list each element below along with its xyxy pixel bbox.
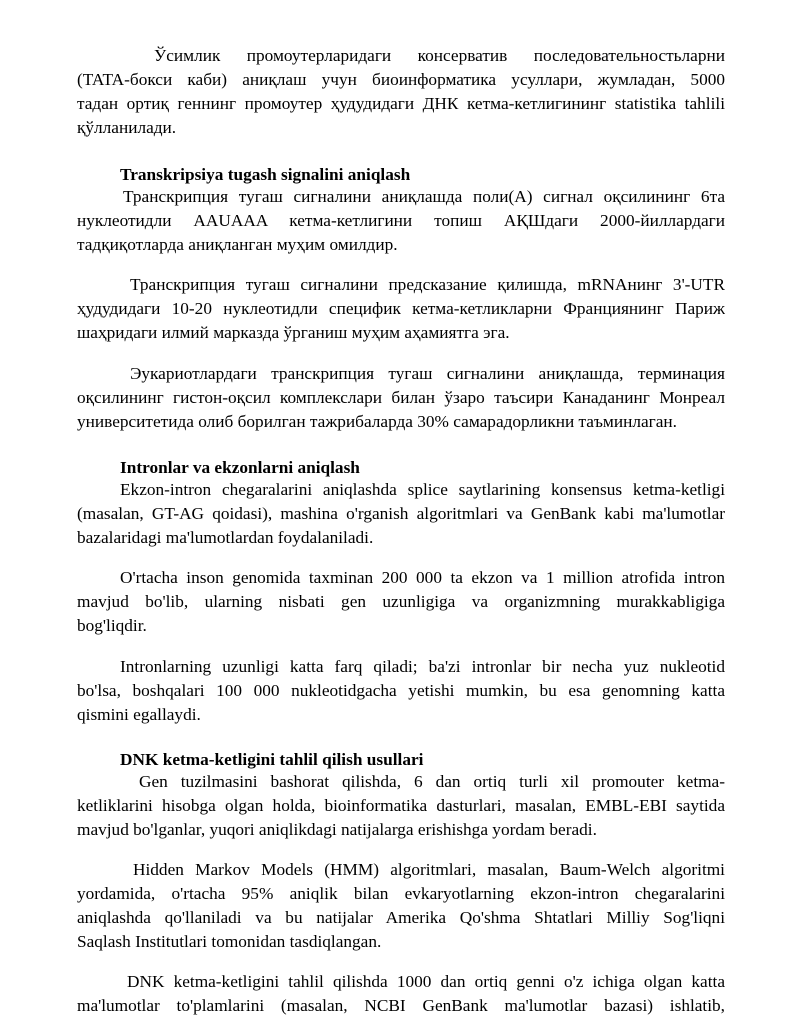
paragraph-line: тадқиқотларда аниқланган муҳим омилдир. [77, 235, 398, 254]
paragraph-line: bog'liqdir. [77, 616, 147, 635]
paragraph-line: оқсилининг гистон-оқсил комплекслари билан ўзаро таъсири Канаданинг Монреал [77, 388, 725, 407]
section-heading: Transkripsiya tugash signalini aniqlash [120, 165, 411, 184]
paragraph-line: Транскрипция тугаш сигналини аниқлашда поли(А) сигнал оқсилининг 6та [123, 187, 725, 206]
paragraph-line: qismini egallaydi. [77, 705, 201, 724]
paragraph-line: Gen tuzilmasini bashorat qilishda, 6 dan ortiq turli xil promouter ketma- [139, 772, 725, 791]
paragraph-line: bazalaridagi ma'lumotlardan foydalaniladi. [77, 528, 374, 547]
section-heading: DNK ketma-ketligini tahlil qilish usullari [120, 750, 424, 769]
section-heading: Intronlar va ekzonlarni aniqlash [120, 458, 360, 477]
paragraph-line: ҳудудидаги 10-20 нуклеотидли специфик кетма-кетликларни Франциянинг Париж [77, 299, 725, 318]
paragraph-line: bo'lsa, boshqalari 100 000 nukleotidgacha yetishi mumkin, bu esa genomning katta [77, 681, 725, 700]
paragraph-line: Hidden Markov Models (HMM) algoritmlari, masalan, Baum-Welch algoritmi [133, 860, 725, 879]
paragraph-line: (masalan, GT-AG qoidasi), mashina o'rganish algoritmlari va GenBank kabi ma'lumotlar [77, 504, 725, 523]
paragraph-line: O'rtacha inson genomida taxminan 200 000 ta ekzon va 1 million atrofida intron [120, 568, 725, 587]
paragraph-line: yordamida, o'rtacha 95% aniqlik bilan evkaryotlarning ekzon-intron chegaralarini [77, 884, 725, 903]
paragraph-line: қўлланилади. [77, 118, 177, 137]
paragraph-line: тадан ортиқ геннинг промоутер ҳудудидаги ДНК кетма-кетлигининг statistika tahlili [77, 94, 725, 113]
paragraph-line: DNK ketma-ketligini tahlil qilishda 1000 dan ortiq genni o'z ichiga olgan katta [127, 972, 725, 991]
paragraph-line: Intronlarning uzunligi katta farq qiladi; ba'zi intronlar bir necha yuz nukleotid [120, 657, 725, 676]
paragraph-line: Saqlash Institutlari tomonidan tasdiqlangan. [77, 932, 382, 951]
paragraph-line: mavjud bo'lib, ularning nisbati gen uzunligiga va organizmning murakkabligiga [77, 592, 725, 611]
paragraph-line: mavjud bo'lganlar, yuqori aniqlikdagi natijalarga erishishga yordam beradi. [77, 820, 597, 839]
paragraph-line: aniqlashda qo'llaniladi va bu natijalar Amerika Qo'shma Shtatlari Milliy Sog'liqni [77, 908, 725, 927]
paragraph-line: (TATA-бокси каби) аниқлаш учун биоинформатика усуллари, жумладан, 5000 [77, 70, 725, 89]
paragraph-line: Ўсимлик промоутерларидаги консерватив последовательностьларни [154, 46, 725, 65]
paragraph-line: Эукариотлардаги транскрипция тугаш сигналини аниқлашда, терминация [130, 364, 725, 383]
paragraph-line: ketliklarini hisobga olgan holda, bioinformatika dasturlari, masalan, EMBL-EBI saytida [77, 796, 725, 815]
paragraph-line: нуклеотидли AAUAAA кетма-кетлигини топиш АҚШдаги 2000-йиллардаги [77, 211, 725, 230]
paragraph-line: университетида олиб борилган тажрибаларда 30% самарадорликни таъминлаган. [77, 412, 677, 431]
paragraph-line: шаҳридаги илмий марказда ўрганиш муҳим аҳамиятга эга. [77, 323, 510, 342]
paragraph-line: Транскрипция тугаш сигналини предсказание қилишда, mRNAнинг 3'-UTR [130, 275, 725, 294]
paragraph-line: ma'lumotlar to'plamlarini (masalan, NCBI GenBank ma'lumotlar bazasi) ishlatib, [77, 996, 725, 1015]
paragraph-line: Ekzon-intron chegaralarini aniqlashda splice saytlarining konsensus ketma-ketligi [120, 480, 725, 499]
